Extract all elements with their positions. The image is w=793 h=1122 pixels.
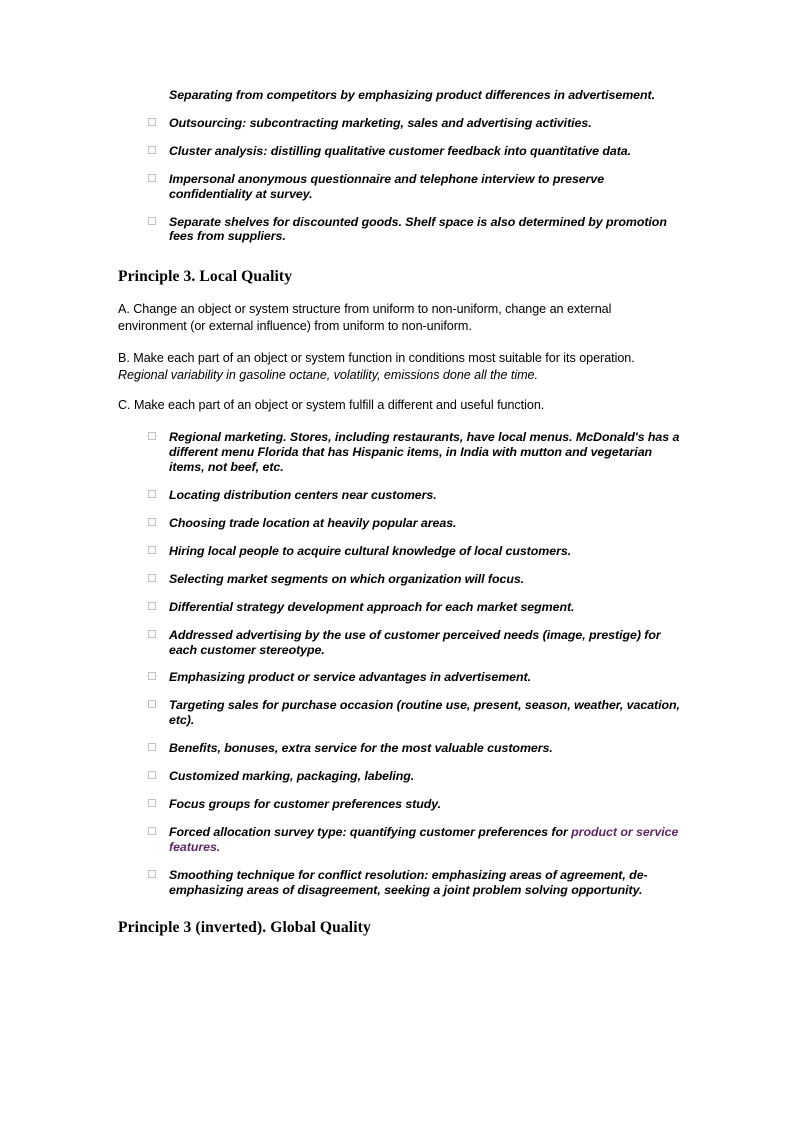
list-item-text: Forced allocation survey type: quantifying customer preferences for (169, 824, 572, 839)
list-item (118, 769, 680, 784)
list-item (118, 628, 680, 658)
list-item-text: Separate shelves for discounted goods. Shelf space is also determined by promotion fees from suppliers. (169, 214, 667, 244)
list-item-text: Choosing trade location at heavily popular areas. (169, 516, 457, 530)
square-bullet-icon (148, 174, 156, 182)
list-item (118, 600, 680, 615)
list-item-text-accent: product or service features. (169, 824, 679, 854)
list-item-text: Separating from competitors by emphasizing product differences in advertisement. (169, 88, 655, 102)
list-item (118, 488, 680, 503)
list-item-text: Locating distribution centers near customers. (169, 488, 437, 503)
square-bullet-icon (148, 546, 156, 554)
list-item-text: Differential strategy development approach for each market segment. (169, 599, 575, 614)
list-item (118, 797, 680, 812)
square-bullet-icon (148, 490, 156, 498)
list-item-text: Benefits, bonuses, extra service for the most valuable customers. (169, 741, 553, 756)
paragraph-b-main: B. Make each part of an object or system function in conditions most suitable for its operation. (118, 351, 635, 366)
square-bullet-icon (148, 743, 156, 751)
square-bullet-icon (148, 432, 156, 440)
square-bullet-icon (148, 118, 156, 126)
list-item (118, 741, 680, 756)
list-item (118, 572, 680, 587)
list-item-text: Focus groups for customer preferences study. (169, 796, 442, 811)
list-item-text: Cluster analysis: distilling qualitative customer feedback into quantitative data. (169, 143, 632, 158)
list-item-text: Addressed advertising by the use of customer perceived needs (image, prestige) for each customer stereotype. (169, 627, 661, 657)
list-item-text: Targeting sales for purchase occasion (routine use, present, season, weather, vacation, etc). (169, 698, 680, 728)
list-item (118, 670, 680, 685)
list-item (118, 116, 680, 131)
paragraph-a: A. Change an object or system structure from uniform to non-uniform, change an external environment (or external influence) from uniform to non-uniform. (118, 302, 612, 333)
square-bullet-icon (148, 870, 156, 878)
square-bullet-icon (148, 799, 156, 807)
list-item (118, 88, 680, 103)
list-item (118, 544, 680, 559)
square-bullet-icon (148, 217, 156, 225)
list-item (118, 868, 680, 898)
list-item-highlighted (118, 825, 680, 855)
main-bullet-list (118, 430, 680, 897)
list-item-text: Hiring local people to acquire cultural knowledge of local customers. (169, 543, 572, 558)
list-item-text: Selecting market segments on which organization will focus. (169, 571, 525, 586)
square-bullet-icon (148, 146, 156, 154)
square-bullet-icon (148, 672, 156, 680)
square-bullet-icon (148, 827, 156, 835)
list-item (118, 172, 680, 202)
top-bullet-list (118, 88, 680, 244)
paragraph-b (118, 350, 680, 383)
list-item (118, 516, 680, 531)
square-bullet-icon (148, 518, 156, 526)
square-bullet-icon (148, 602, 156, 610)
list-item-text: Outsourcing: subcontracting marketing, sales and advertising activities. (169, 115, 592, 130)
paragraph-b-note: Regional variability in gasoline octane, volatility, emissions done all the time. (118, 367, 538, 382)
section-heading-local-quality: Principle 3. Local Quality (118, 268, 293, 286)
list-item (118, 215, 680, 245)
section-heading-global-quality: Principle 3 (inverted). Global Quality (118, 918, 371, 936)
list-item-text: Customized marking, packaging, labeling. (169, 769, 415, 784)
list-item-text: Regional marketing. Stores, including restaurants, have local menus. McDonald's has a different menu Florida that has Hispanic items, in India with mutton and vegetarian items, not beef, etc. (169, 430, 680, 475)
paragraph-c: C. Make each part of an object or system fulfill a different and useful function. (118, 397, 545, 412)
square-bullet-icon (148, 630, 156, 638)
list-item-text: Smoothing technique for conflict resolution: emphasizing areas of agreement, de-emphasizing areas of disagreement, seeking a joint problem solving opportunity. (169, 867, 648, 897)
list-item (118, 698, 680, 728)
square-bullet-icon (148, 574, 156, 582)
list-item (118, 144, 680, 159)
list-item-text: Emphasizing product or service advantages in advertisement. (169, 670, 531, 685)
square-bullet-icon (148, 771, 156, 779)
document-content (118, 88, 680, 937)
list-item-text: Impersonal anonymous questionnaire and telephone interview to preserve confidentiality at survey. (169, 171, 605, 201)
square-bullet-icon (148, 700, 156, 708)
list-item (118, 430, 680, 475)
